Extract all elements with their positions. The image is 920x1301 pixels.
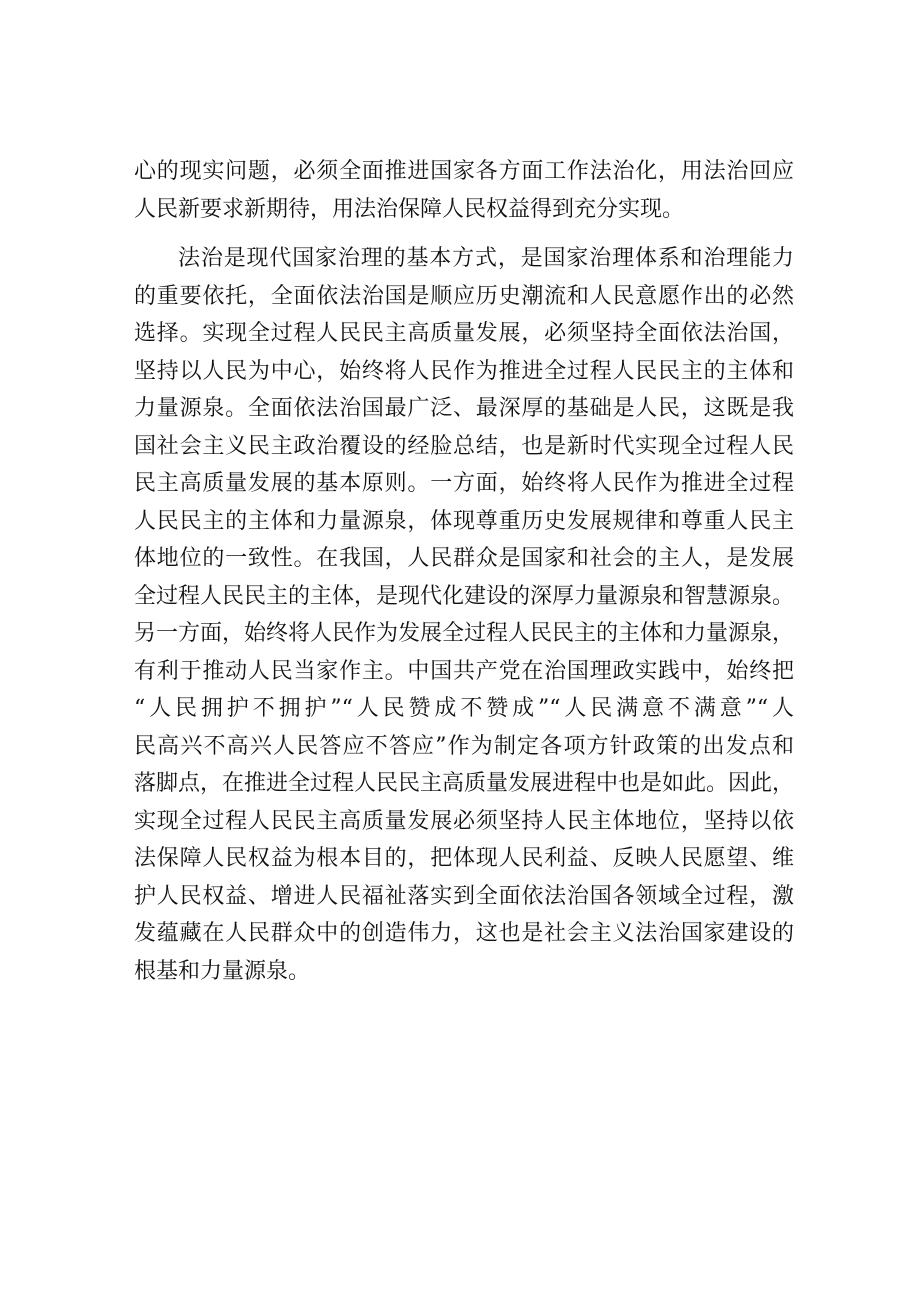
paragraph-line: 实现全过程人民民主高质量发展必须坚持人民主体地位，坚持以依	[134, 808, 794, 834]
paragraph-line: 法保障人民权益为根本目的，把体现人民利益、反映人民愿望、维	[134, 846, 794, 871]
paragraph-line: 法治是现代国家治理的基本方式，是国家治理体系和治理能力	[178, 246, 794, 271]
paragraph-line: 选择。实现全过程人民民主高质量发展，必须坚持全面依法治国，	[134, 321, 794, 346]
paragraph-line: 人民民主的主体和力量源泉，体现尊重历史发展规律和尊重人民主	[134, 508, 794, 534]
paragraph-line: 民高兴不高兴人民答应不答应”作为制定各项方针政策的出发点和	[134, 733, 794, 759]
paragraph-line: 另一方面，始终将人民作为发展全过程人民民主的主体和力量源泉，	[134, 621, 795, 646]
paragraph-line: 体地位的一致性。在我国，人民群众是国家和社会的主人，是发展	[134, 546, 794, 571]
paragraph-line: 有利于推动人民当家作主。中国共产党在治国理政实践中，始终把	[134, 658, 794, 684]
paragraph-line: 心的现实问题，必须全面推进国家各方面工作法治化，用法治回应	[134, 159, 794, 184]
paragraph-line: 全过程人民民主的主体，是现代化建设的深厚力量源泉和智慧源泉。	[134, 583, 795, 609]
paragraph-line: 力量源泉。全面依法治国最广泛、最深厚的基础是人民，这既是我	[134, 396, 794, 421]
paragraph-line: 根基和力量源泉。	[134, 958, 311, 984]
paragraph-line: 护人民权益、增进人民福祉落实到全面依法治国各领域全过程，激	[134, 883, 794, 909]
paragraph-line: 发蕴藏在人民群众中的创造伟力，这也是社会主义法治国家建设的	[134, 921, 794, 946]
continuation-paragraph	[134, 153, 794, 228]
main-paragraph	[134, 240, 794, 990]
paragraph-line: 人民新要求新期待，用法治保障人民权益得到充分实现。	[134, 196, 685, 222]
paragraph-line: 国社会主义民主政治覆设的经脸总结，也是新时代实现全过程人民	[134, 433, 794, 459]
paragraph-line: “人民拥护不拥护”“人民赞成不赞成”“人民满意不满意”“人	[134, 696, 794, 721]
paragraph-line: 民主高质量发展的基本原则。一方面，始终将人民作为推进全过程	[134, 471, 794, 496]
paragraph-line: 坚持以人民为中心，始终将人民作为推进全过程人民民主的主体和	[134, 358, 794, 384]
paragraph-line: 落脚点，在推进全过程人民民主高质量发展进程中也是如此。因此，	[134, 771, 795, 796]
paragraph-line: 的重要依托，全面依法治国是顺应历史潮流和人民意愿作出的必然	[134, 283, 794, 309]
